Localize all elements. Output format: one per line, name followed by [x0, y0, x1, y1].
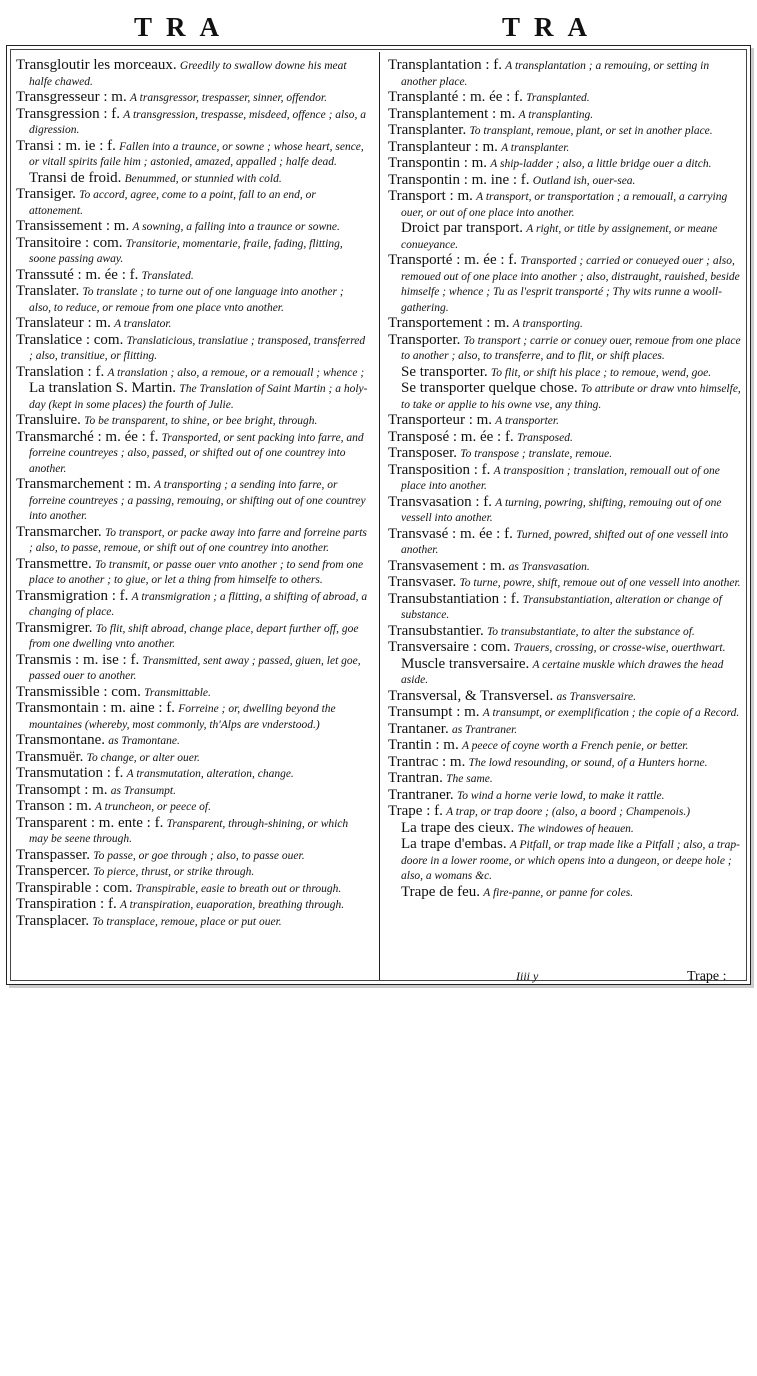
catchword: Trape :	[687, 969, 727, 984]
definition: A transgressor, trespasser, sinner, offendor.	[129, 92, 327, 104]
definition: Transplanted.	[526, 92, 590, 104]
definition: A peece of coyne worth a French penie, or better.	[461, 740, 689, 752]
headword: Transon : m.	[16, 798, 92, 814]
definition: To attribute or draw vnto himselfe, to take or applie to his owne vse, any thing.	[401, 383, 741, 411]
dictionary-entry	[16, 236, 368, 267]
headword: Transport : m.	[388, 188, 473, 204]
definition: A transmigration ; a flitting, a shifting of abroad, a changing of place.	[29, 590, 368, 618]
definition: To pierce, thrust, or strike through.	[93, 866, 255, 878]
definition: To wind a horne verie lowd, to make it rattle.	[456, 789, 665, 802]
definition: Forreine ; or, dwelling beyond the mountaines (whereby, most commonly, th'Alps are vnderstood.)	[29, 703, 336, 731]
definition: The Translation of Saint Martin ; a holy-day (kept in some places) the fourth of Julie.	[29, 383, 368, 411]
headword: Transvasé : m. ée : f.	[388, 525, 513, 542]
definition: Transubstantiation, alteration or change of substance.	[401, 593, 722, 621]
headword: Transportement : m.	[388, 315, 510, 331]
dictionary-entry	[388, 123, 743, 139]
headword: Transvasation : f.	[388, 493, 493, 510]
definition: Greedily to swallow downe his meat halfe chawed.	[29, 60, 347, 88]
headword: Transmontane.	[16, 732, 106, 748]
dictionary-entry	[388, 575, 743, 591]
dictionary-entry	[388, 381, 743, 412]
headword: Trape : f.	[388, 803, 443, 819]
dictionary-entry	[16, 864, 368, 880]
headword: Transporter.	[388, 331, 461, 348]
dictionary-entry	[16, 881, 368, 897]
definition: A Pitfall, or trap made like a Pitfall ; also, a trap-doore in a lower roome, or which opens into a dungeon, or deepe hole ; also, a womans &c.	[401, 839, 740, 882]
definition: A sowning, a falling into a traunce or sowne.	[132, 221, 340, 233]
headword: Trape de feu.	[401, 883, 481, 900]
headword: Se transporter.	[401, 363, 488, 380]
headword: Translateur : m.	[16, 315, 111, 331]
dictionary-entry	[16, 653, 368, 684]
dictionary-entry	[16, 701, 368, 732]
headword: Transpirable : com.	[16, 879, 133, 896]
dictionary-entry	[16, 381, 368, 412]
dictionary-page	[6, 0, 751, 1000]
dictionary-entry	[16, 268, 368, 284]
definition: A transposition ; translation, remouall out of one place into another.	[401, 464, 720, 492]
headword: Transitoire : com.	[16, 234, 123, 251]
definition: The windowes of heauen.	[517, 822, 634, 835]
dictionary-entry	[16, 219, 368, 235]
definition: A translator.	[114, 318, 172, 330]
headword: Transmarché : m. ée : f.	[16, 428, 159, 445]
dictionary-entry	[388, 495, 743, 526]
headword: Muscle transversaire.	[401, 655, 530, 672]
dictionary-entry	[16, 750, 368, 766]
dictionary-entry	[16, 733, 368, 749]
headword: Transluire.	[16, 412, 81, 428]
headword: Transgresseur : m.	[16, 89, 127, 105]
headword: Transvasement : m.	[388, 557, 506, 574]
definition: To passe, or goe through ; also, to passe ouer.	[93, 849, 305, 862]
headword: Transpontin : m. ine : f.	[388, 171, 530, 188]
headword: Transmissible : com.	[16, 683, 141, 700]
definition: To transpose ; translate, remoue.	[460, 448, 613, 460]
dictionary-entry	[388, 413, 743, 429]
dictionary-entry	[388, 58, 743, 89]
dictionary-entry	[16, 90, 368, 106]
dictionary-entry	[16, 171, 368, 187]
definition: Translated.	[141, 269, 194, 282]
definition: A transport, or transportation ; a remouall, a carrying ouer, or out of one place into another.	[401, 191, 728, 219]
definition: To transubstantiate, to alter the substance of.	[486, 625, 695, 638]
headword: Translatice : com.	[16, 331, 124, 348]
headword: Transplanteur : m.	[388, 138, 498, 155]
headword: Transubstantiation : f.	[388, 590, 520, 607]
definition: Turned, powred, shifted out of one vessell into another.	[401, 528, 729, 556]
dictionary-entry	[16, 58, 368, 89]
dictionary-entry	[16, 525, 368, 556]
headword: Transmis : m. ise : f.	[16, 651, 140, 668]
headword: Translater.	[16, 283, 80, 299]
dictionary-entry	[388, 821, 743, 837]
dictionary-entry	[388, 771, 743, 787]
definition: as Transversaire.	[556, 690, 636, 703]
dictionary-entry	[388, 430, 743, 446]
headword: Se transporter quelque chose.	[401, 380, 578, 396]
dictionary-entry	[16, 897, 368, 913]
definition: A transporting.	[512, 318, 583, 330]
headword: Trantaner.	[388, 720, 449, 737]
dictionary-entry	[16, 413, 368, 429]
headword: Transplantation : f.	[388, 57, 503, 73]
headword: Transporté : m. ée : f.	[388, 252, 518, 268]
definition: Outland ish, ouer-sea.	[532, 174, 636, 187]
definition: as Transumpt.	[110, 784, 176, 797]
dictionary-entry	[388, 463, 743, 494]
headword: Transmigration : f.	[16, 587, 129, 604]
header-right: TRA	[502, 12, 602, 42]
headword: Translation : f.	[16, 363, 105, 380]
definition: A transplantation ; a remouing, or setting in another place.	[401, 60, 710, 88]
dictionary-entry	[388, 804, 743, 820]
definition: A translation ; also, a remoue, or a remouall ; whence ;	[107, 366, 365, 379]
definition: Translaticious, translatiue ; transposed, transferred ; also, transitiue, or flitting.	[29, 334, 366, 362]
definition: To flit, or shift his place ; to remoue, wend, goe.	[490, 366, 712, 379]
dictionary-entry	[16, 589, 368, 620]
headword: Transposé : m. ée : f.	[388, 428, 514, 445]
headword: Transversal, & Transversel.	[388, 687, 554, 704]
dictionary-entry	[388, 640, 743, 656]
definition: A truncheon, or peece of.	[94, 801, 212, 813]
definition: A right, or title by assignement, or meane conueyance.	[401, 223, 718, 251]
headword: Trantrac : m.	[388, 753, 466, 770]
headword: La trape d'embas.	[401, 836, 507, 852]
running-header	[6, 12, 751, 46]
headword: Transplantement : m.	[388, 105, 516, 122]
definition: A transplanting.	[518, 108, 594, 121]
dictionary-entry	[16, 139, 368, 170]
dictionary-entry	[16, 187, 368, 218]
definition: A trap, or trap doore ; (also, a boord ; Champenois.)	[446, 806, 691, 818]
headword: Transissement : m.	[16, 218, 130, 234]
headword: Transgression : f.	[16, 105, 121, 122]
headword: Transpontin : m.	[388, 155, 488, 171]
dictionary-entry	[388, 592, 743, 623]
definition: Transmittable.	[144, 686, 211, 699]
headword: Transmarcher.	[16, 523, 102, 540]
dictionary-entry	[388, 221, 743, 252]
headword: Transplanter.	[388, 122, 467, 138]
definition: To translate ; to turne out of one language into another ; also, to reduce, or remoue from one place vnto another.	[29, 286, 344, 314]
definition: Transported ; carried or conueyed ouer ; also, remoued out of one place into another ; also, distraught, rauished, beside himselfe ; whence ; Tu as l'esprit transporté ; Thy wits runne a wooll-gathering.	[401, 255, 740, 314]
headword: Transi : m. ie : f.	[16, 137, 116, 154]
definition: A turning, powring, shifting, remouing out of one vessell into another.	[401, 496, 722, 524]
definition: A transplanter.	[501, 141, 570, 154]
headword: Transi de froid.	[29, 169, 122, 186]
dictionary-entry	[388, 837, 743, 884]
definition: To accord, agree, come to a point, fall to an end, or attonement.	[29, 189, 316, 217]
definition: To turne, powre, shift, remoue out of one vessell into another.	[459, 577, 741, 589]
dictionary-entry	[388, 755, 743, 771]
dictionary-entry	[388, 738, 743, 754]
definition: To transmit, or passe ouer vnto another ; to send from one place to another ; to giue, or let a thing from himselfe to others.	[29, 558, 364, 586]
definition: Transpirable, easie to breath out or through.	[135, 882, 342, 895]
headword: Transompt : m.	[16, 781, 108, 798]
dictionary-entry	[16, 284, 368, 315]
definition: as Tramontane.	[108, 735, 180, 747]
dictionary-entry	[388, 140, 743, 156]
headword: Transparent : m. ente : f.	[16, 814, 164, 831]
dictionary-entry	[388, 788, 743, 804]
headword: Transpasser.	[16, 846, 91, 863]
definition: The same.	[446, 773, 493, 785]
definition: To transport, or packe away into farre and forreine parts ; also, to passe, remoue, or shift out of one countrey into another.	[29, 526, 367, 554]
headword: Transmarchement : m.	[16, 476, 151, 492]
dictionary-entry	[16, 783, 368, 799]
dictionary-entry	[16, 848, 368, 864]
headword: Transposer.	[388, 445, 458, 461]
definition: To flit, shift abroad, change place, depart further off, goe from one dwelling vnto another.	[29, 622, 359, 650]
definition: Fallen into a traunce, or sowne ; whose heart, sence, or vitall spirits faile him ; astonied, amazed, appalled ; halfe dead.	[29, 140, 364, 168]
headword: Transgloutir les morceaux.	[16, 57, 177, 73]
headword: Droict par transport.	[401, 220, 524, 236]
headword: Transmigrer.	[16, 619, 93, 636]
headword: Transumpt : m.	[388, 704, 480, 720]
headword: Trantran.	[388, 770, 443, 786]
headword: Transpercer.	[16, 863, 91, 879]
dictionary-entry	[388, 333, 743, 364]
dictionary-entry	[388, 365, 743, 381]
definition: as Transvasation.	[508, 560, 590, 573]
dictionary-entry	[16, 914, 368, 930]
definition: as Trantraner.	[451, 723, 518, 736]
headword: Transplanté : m. ée : f.	[388, 89, 523, 105]
column-divider	[379, 52, 380, 980]
definition: A transpiration, euaporation, breathing through.	[119, 899, 345, 911]
definition: To transplant, remoue, plant, or set in another place.	[469, 125, 713, 137]
definition: A certaine muskle which drawes the head aside.	[401, 658, 724, 686]
definition: Transmitted, sent away ; passed, giuen, let goe, passed ouer to another.	[29, 654, 361, 682]
definition: Transposed.	[516, 431, 573, 444]
left-column	[16, 58, 368, 930]
headword: Transmettre.	[16, 555, 92, 572]
signature-mark: Iiii y	[516, 969, 539, 983]
definition: A transporting ; a sending into farre, or forreine countreyes ; a passing, remouing, or shifting out of one countrey into another.	[29, 479, 366, 522]
headword: Transmontain : m. aine : f.	[16, 700, 176, 716]
definition: A transumpt, or exemplification ; the copie of a Record.	[482, 707, 740, 719]
headword: Transplacer.	[16, 912, 90, 929]
definition: A ship-ladder ; also, a little bridge ouer a ditch.	[490, 158, 712, 170]
headword: Transsuté : m. ée : f.	[16, 266, 139, 283]
dictionary-entry	[16, 333, 368, 364]
dictionary-entry	[388, 156, 743, 172]
dictionary-entry	[16, 799, 368, 815]
dictionary-entry	[16, 107, 368, 138]
page-footer	[6, 969, 751, 989]
headword: Transmuër.	[16, 748, 84, 765]
dictionary-entry	[388, 722, 743, 738]
dictionary-entry	[16, 766, 368, 782]
definition: A transmutation, alteration, change.	[126, 768, 294, 780]
headword: Trantin : m.	[388, 737, 459, 753]
definition: To change, or alter ouer.	[86, 751, 200, 764]
dictionary-entry	[388, 173, 743, 189]
definition: A transporter.	[495, 415, 559, 427]
dictionary-entry	[388, 527, 743, 558]
headword: Transporteur : m.	[388, 412, 493, 428]
dictionary-entry	[16, 430, 368, 477]
dictionary-entry	[388, 446, 743, 462]
dictionary-entry	[388, 885, 743, 901]
dictionary-entry	[388, 316, 743, 332]
dictionary-entry	[16, 621, 368, 652]
dictionary-entry	[388, 90, 743, 106]
definition: A transgression, trespasse, misdeed, offence ; also, a digression.	[29, 108, 366, 136]
headword: La trape des cieux.	[401, 819, 515, 836]
headword: Trantraner.	[388, 786, 454, 803]
dictionary-entry	[16, 685, 368, 701]
headword: Transubstantier.	[388, 622, 484, 639]
definition: Trauers, crossing, or crosse-wise, ouerthwart.	[513, 642, 726, 654]
headword: Transiger.	[16, 186, 76, 202]
dictionary-entry	[388, 705, 743, 721]
definition: Transported, or sent packing into farre, and forreine countreyes ; also, passed, or shifted out of one countrey into another.	[29, 431, 364, 475]
right-column	[388, 58, 743, 901]
definition: Transparent, through-shining, or which may be seene through.	[29, 817, 349, 845]
definition: To transplace, remoue, place or put ouer.	[92, 915, 282, 928]
headword: Transvaser.	[388, 574, 457, 590]
header-left: TRA	[134, 12, 234, 42]
definition: To be transparent, to shine, or bee bright, through.	[84, 415, 318, 427]
dictionary-entry	[388, 107, 743, 123]
definition: To transport ; carrie or conuey ouer, remoue from one place to another ; also, to transferre, and to flit, or shift places.	[401, 334, 741, 362]
dictionary-entry	[388, 689, 743, 705]
dictionary-entry	[16, 365, 368, 381]
dictionary-entry	[388, 253, 743, 315]
definition: A fire-panne, or panne for coles.	[483, 886, 634, 899]
definition: Benummed, or stunnied with cold.	[124, 172, 282, 185]
dictionary-entry	[388, 624, 743, 640]
dictionary-entry	[388, 559, 743, 575]
dictionary-entry	[16, 316, 368, 332]
headword: Transversaire : com.	[388, 639, 511, 655]
headword: Transmutation : f.	[16, 765, 124, 781]
headword: La translation S. Martin.	[29, 380, 177, 396]
dictionary-entry	[16, 557, 368, 588]
dictionary-entry	[388, 657, 743, 688]
headword: Transposition : f.	[388, 461, 491, 478]
headword: Transpiration : f.	[16, 896, 117, 912]
dictionary-entry	[16, 477, 368, 524]
definition: Transitorie, momentarie, fraile, fading, flitting, soone passing away.	[29, 237, 343, 265]
definition: The lowd resounding, or sound, of a Hunters horne.	[468, 756, 708, 769]
dictionary-entry	[16, 816, 368, 847]
dictionary-entry	[388, 189, 743, 220]
